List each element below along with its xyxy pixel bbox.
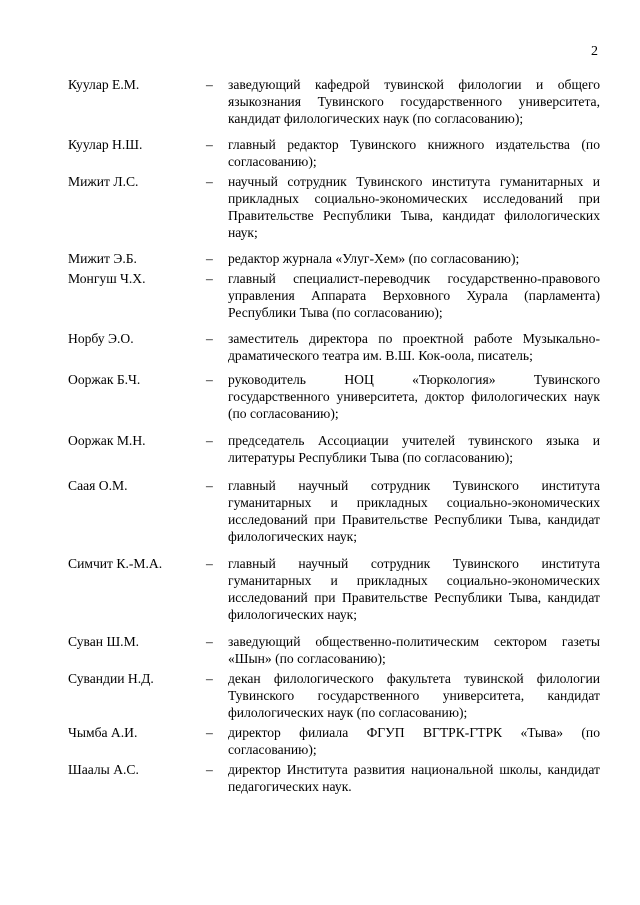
list-item <box>68 724 600 758</box>
member-name: Симчит К.-М.А. <box>68 556 163 571</box>
member-description: председатель Ассоциации учителей тувинского языка и литературы Республики Тыва (по согласованию); <box>228 433 600 465</box>
member-name: Шаалы А.С. <box>68 762 139 777</box>
member-description: заведующий общественно-политическим сектором газеты «Шын» (по согласованию); <box>228 634 600 666</box>
dash: – <box>206 671 213 686</box>
list-item <box>68 670 600 721</box>
list-item <box>68 555 600 623</box>
list-item <box>68 633 600 667</box>
list-item <box>68 330 600 364</box>
member-name: Саая О.М. <box>68 478 128 493</box>
list-item <box>68 477 600 545</box>
member-description: главный научный сотрудник Тувинского института гуманитарных и прикладных социально-экономических исследований при Правительстве Республики Тыва, кандидат филологических наук; <box>228 478 600 544</box>
member-description: заведующий кафедрой тувинской филологии и общего языкознания Тувинского государственного университета, кандидат филологических наук (по согласованию); <box>228 77 600 126</box>
dash: – <box>206 174 213 189</box>
member-description: главный специалист-переводчик государственно-правового управления Аппарата Верховного Хурала (парламента) Республики Тыва (по согласованию); <box>228 271 600 320</box>
member-name: Куулар Е.М. <box>68 77 140 92</box>
member-list <box>68 76 600 795</box>
dash: – <box>206 725 213 740</box>
list-item <box>68 250 600 267</box>
dash: – <box>206 271 213 286</box>
dash: – <box>206 478 213 493</box>
dash: – <box>206 77 213 92</box>
member-description: руководитель НОЦ «Тюркология» Тувинского государственного университета, доктор филологических наук (по согласованию); <box>228 372 600 421</box>
member-name: Сувандии Н.Д. <box>68 671 154 686</box>
dash: – <box>206 372 213 387</box>
member-description: директор филиала ФГУП ВГТРК-ГТРК «Тыва» (по согласованию); <box>228 725 600 757</box>
dash: – <box>206 762 213 777</box>
member-name: Чымба А.И. <box>68 725 138 740</box>
list-item <box>68 136 600 170</box>
member-description: главный научный сотрудник Тувинского института гуманитарных и прикладных социально-экономических исследований при Правительстве Республики Тыва, кандидат филологических наук; <box>228 556 600 622</box>
list-item <box>68 76 600 127</box>
member-description: редактор журнала «Улуг-Хем» (по согласованию); <box>228 251 520 266</box>
member-description: главный редактор Тувинского книжного издательства (по согласованию); <box>228 137 600 169</box>
dash: – <box>206 433 213 448</box>
member-description: заместитель директора по проектной работе Музыкально-драматического театра им. В.Ш. Кок-оола, писатель; <box>228 331 600 363</box>
dash: – <box>206 137 213 152</box>
page-number: 2 <box>591 44 598 59</box>
member-name: Куулар Н.Ш. <box>68 137 143 152</box>
list-item <box>68 761 600 795</box>
member-name: Мижит Э.Б. <box>68 251 137 266</box>
member-name: Ооржак Б.Ч. <box>68 372 141 387</box>
dash: – <box>206 331 213 346</box>
list-item <box>68 371 600 422</box>
list-item <box>68 173 600 241</box>
member-name: Норбу Э.О. <box>68 331 134 346</box>
member-name: Мижит Л.С. <box>68 174 139 189</box>
member-name: Ооржак М.Н. <box>68 433 146 448</box>
member-description: декан филологического факультета тувинской филологии Тувинского государственного университета, кандидат филологических наук (по согласованию); <box>228 671 600 720</box>
list-item <box>68 270 600 321</box>
member-description: научный сотрудник Тувинского института гуманитарных и прикладных социально-экономических исследований при Правительстве Республики Тыва, кандидат филологических наук; <box>228 174 600 240</box>
list-item <box>68 432 600 466</box>
member-name: Суван Ш.М. <box>68 634 140 649</box>
dash: – <box>206 634 213 649</box>
member-description: директор Института развития национальной школы, кандидат педагогических наук. <box>228 762 600 794</box>
member-name: Монгуш Ч.Х. <box>68 271 146 286</box>
dash: – <box>206 251 213 266</box>
dash: – <box>206 556 213 571</box>
